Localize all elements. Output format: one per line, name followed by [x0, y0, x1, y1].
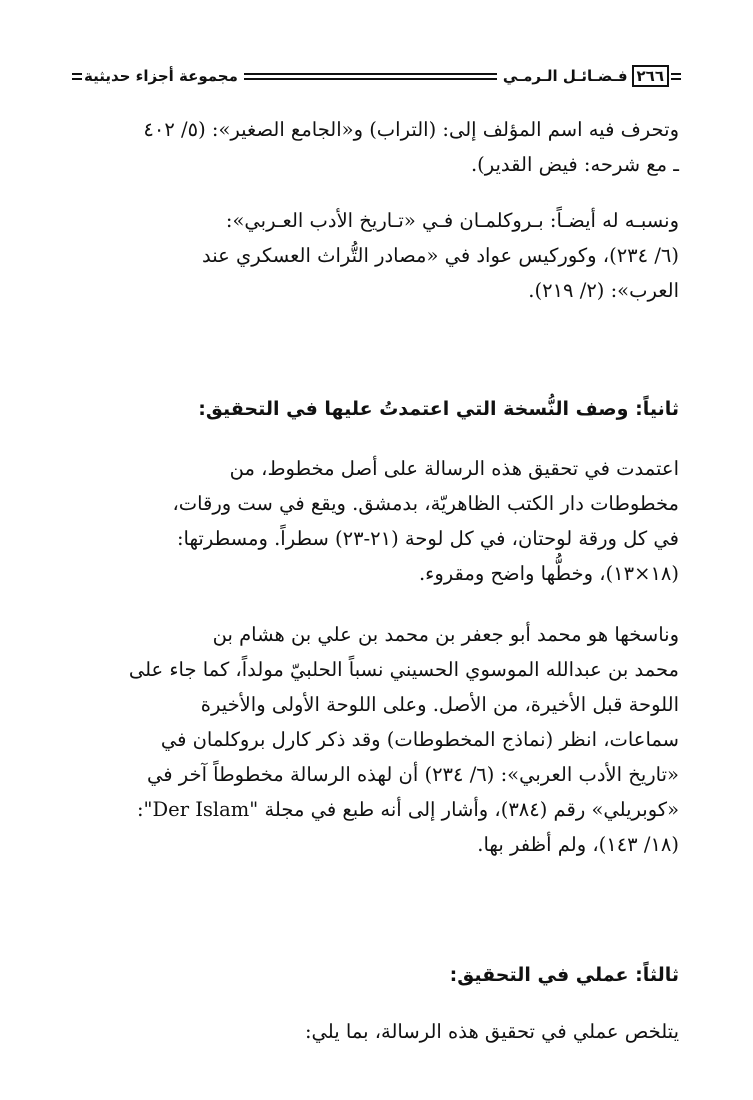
header-rule-middle: [244, 73, 497, 80]
section-heading-2: ثانياً: وصف النُّسخة التي اعتمدتُ عليها في التحقيق:: [198, 398, 679, 420]
paragraph-1: [62, 112, 679, 182]
text-line: ونسبـه له أيضـاً: بـروكلمـان فـي «تـاريخ الأدب العـربي»:: [225, 209, 679, 232]
text-line: اعتمدت في تحقيق هذه الرسالة على أصل مخطوط، من: [229, 457, 679, 480]
text-line: ـ مع شرحه: فيض القدير).: [470, 153, 679, 176]
header-rule-left: [72, 73, 82, 80]
text-line: وتحرف فيه اسم المؤلف إلى: (التراب) و«الجامع الصغير»: (٥/ ٤٠٢: [143, 118, 679, 141]
text-line: اللوحة قبل الأخيرة، من الأصل. وعلى اللوحة الأولى والأخيرة: [200, 693, 679, 716]
text-line: «تاريخ الأدب العربي»: (٦/ ٢٣٤) أن لهذه الرسالة مخطوطاً آخر في: [146, 763, 679, 786]
text-line: وناسخها هو محمد أبو جعفر بن محمد بن علي بن هشام بن: [212, 623, 679, 646]
text-line: (٦/ ٢٣٤)، وكوركيس عواد في «مصادر التُّراث العسكري عند: [201, 244, 679, 267]
text-line: العرب»: (٢/ ٢١٩).: [528, 279, 679, 302]
paragraph-5: [62, 1014, 679, 1049]
text-line: سماعات، انظر (نماذج المخطوطات) وقد ذكر كارل بروكلمان في: [160, 728, 679, 751]
text-line: في كل ورقة لوحتان، في كل لوحة (٢١-٢٣) سطراً. ومسطرتها:: [176, 527, 679, 550]
text-line: يتلخص عملي في تحقيق هذه الرسالة، بما يلي:: [304, 1020, 679, 1043]
page-number: ٢٦٦: [632, 65, 669, 87]
running-header: [72, 64, 681, 88]
text-line: مخطوطات دار الكتب الظاهريّة، بدمشق. ويقع في ست ورقات،: [172, 492, 679, 515]
header-rule-right: [671, 73, 681, 80]
paragraph-3: [62, 451, 679, 591]
section-heading-3: ثالثاً: عملي في التحقيق:: [449, 964, 679, 986]
paragraph-2: [62, 203, 679, 308]
paragraph-4: [62, 617, 679, 862]
text-line: «كوبريلي» رقم (٣٨٤)، وأشار إلى أنه طبع في مجلة "Der Islam":: [136, 798, 679, 821]
text-line: (١٨/ ١٤٣)، ولم أظفر بها.: [477, 833, 679, 856]
text-line: محمد بن عبدالله الموسوي الحسيني نسباً الحلبيّ مولداً، كما جاء على: [128, 658, 679, 681]
text-line: (١٨×١٣)، وخطُّها واضح ومقروء.: [418, 562, 679, 585]
chapter-title: فـضـائـل الـرمـي: [502, 67, 628, 85]
book-title: مجموعة أجزاء حديثية: [84, 67, 238, 85]
